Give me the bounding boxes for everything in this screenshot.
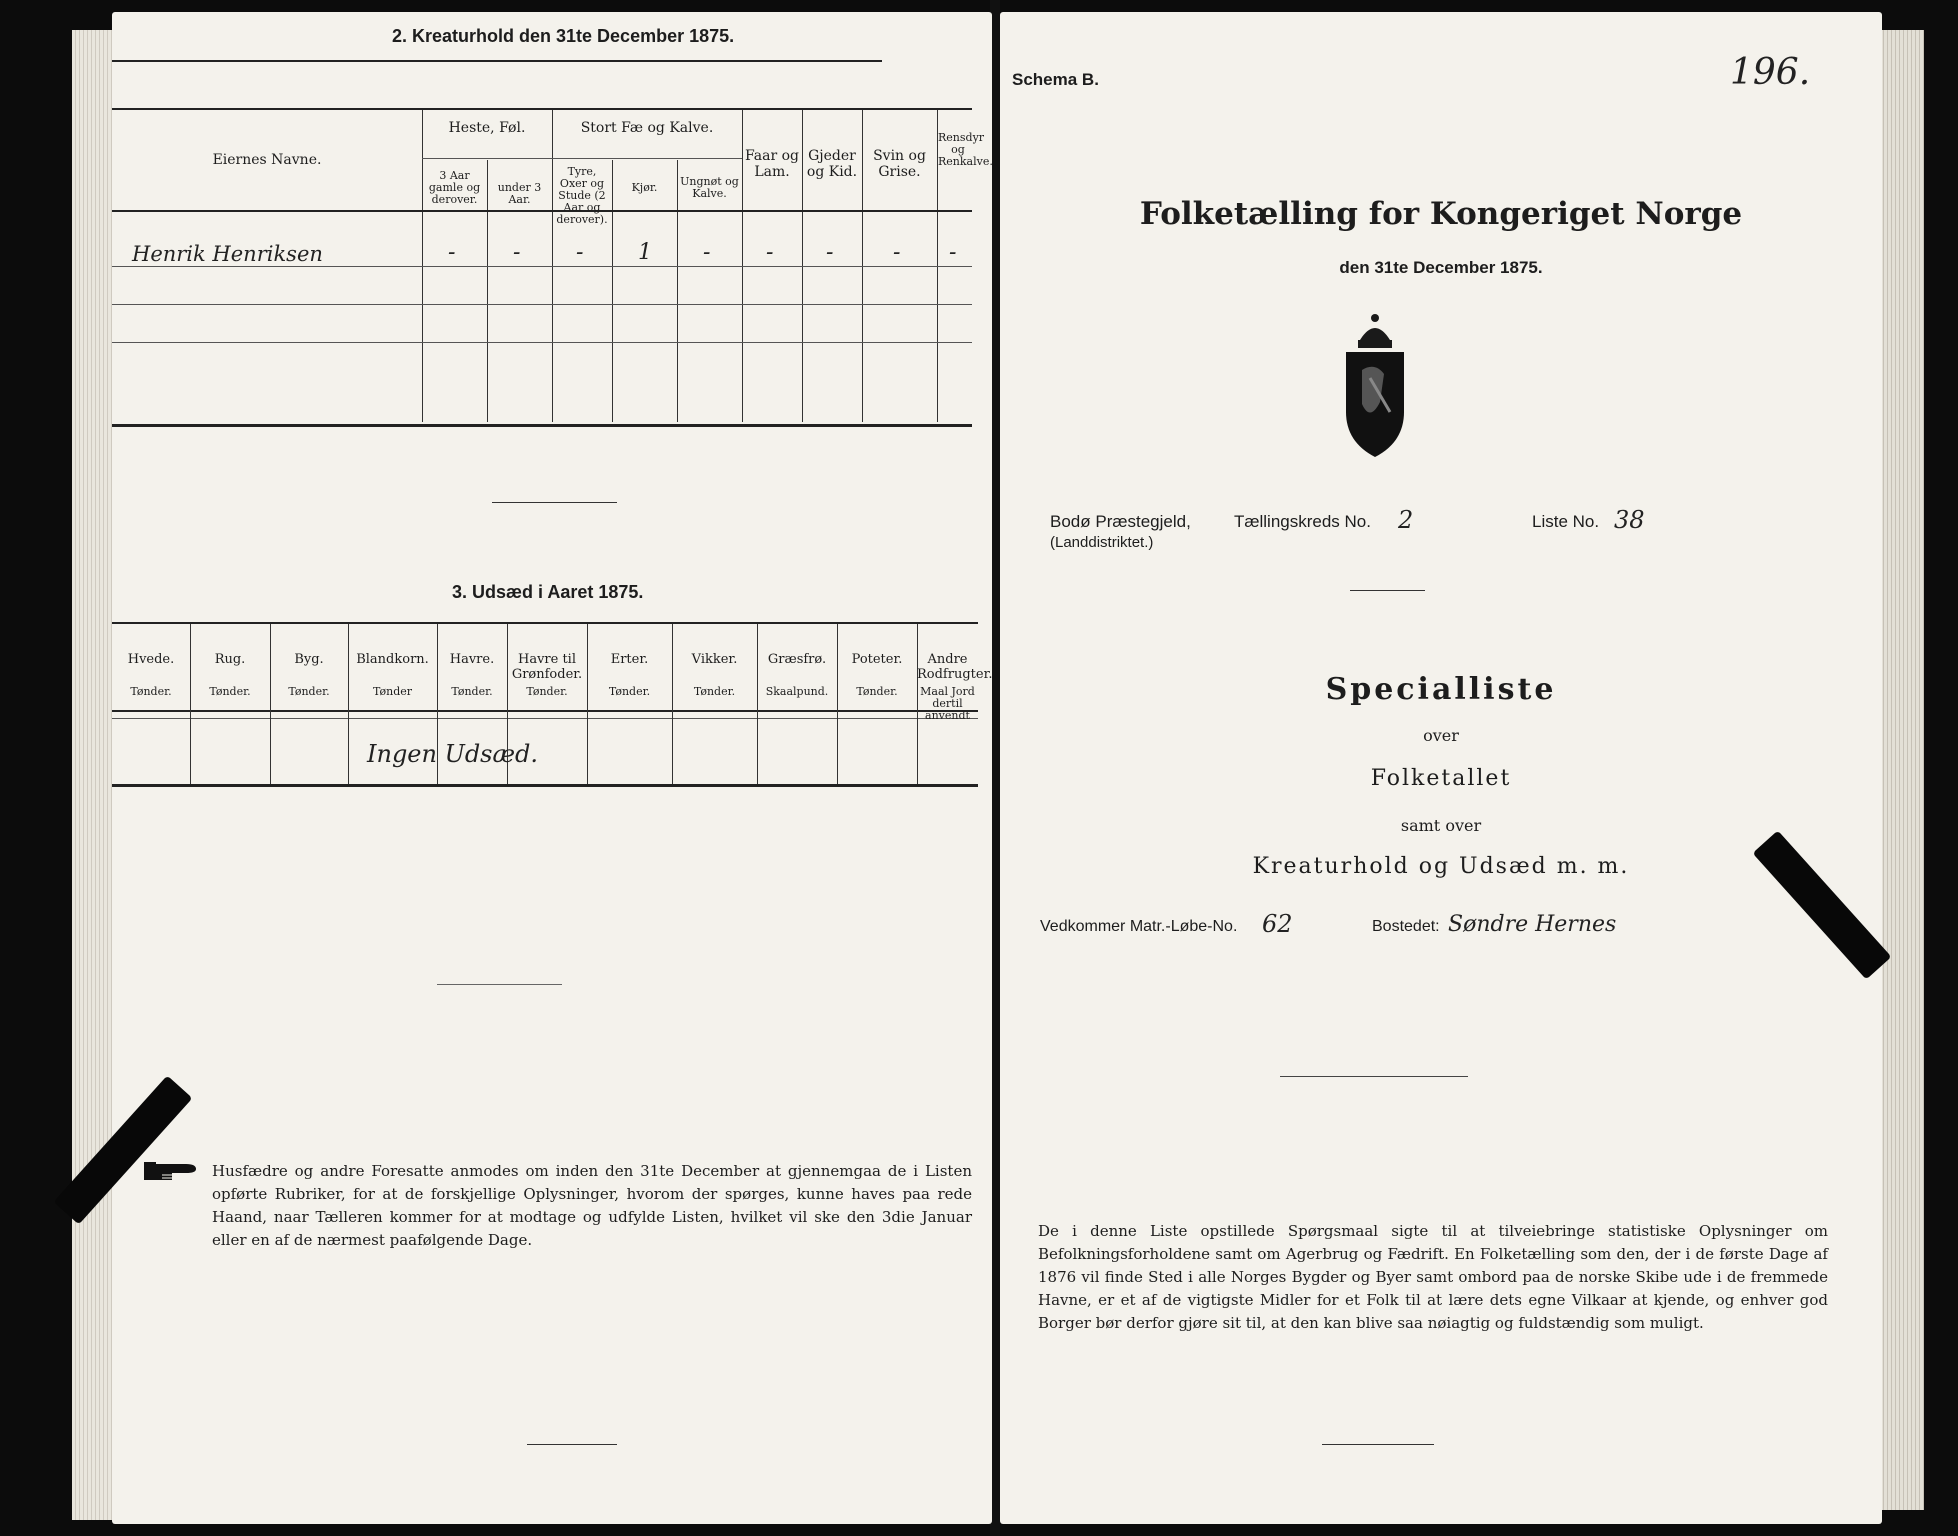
section3-title: 3. Udsæd i Aaret 1875. (452, 582, 644, 602)
livestock-value-cell: - (448, 240, 456, 265)
seed-column-name: Poteter. (851, 652, 903, 667)
seed-column-unit: Tønder. (608, 685, 651, 698)
seed-column-unit: Tønder. (693, 685, 736, 698)
seed-column-divider (837, 624, 838, 784)
livestock-value-cell: - (576, 240, 584, 265)
cattle-young-header: Ungnøt og Kalve. (680, 175, 739, 200)
list-number: 38 (1614, 506, 1645, 534)
seed-column-name: Byg. (294, 652, 324, 667)
reindeer-header: Rensdyr og Renkalve. (938, 131, 993, 168)
bosted-label: Bostedet: (1372, 918, 1440, 935)
seed-column-name: Rug. (214, 652, 246, 667)
seed-entry: Ingen Udsæd. (367, 740, 539, 768)
goats-header: Gjeder og Kid. (806, 148, 858, 180)
horses-old-header: 3 Aar gamle og derover. (428, 169, 481, 206)
seed-column-unit: Tønder. (209, 685, 251, 698)
notice-text: Husfædre og andre Foresatte anmodes om inden den 31te December at gjennemgaa de i Listen opførte Rubriker, for at de forskjellige Oplysninger, hvorom der spørges, kunne haves paa rede Haand, naar Tælleren kommer for at modtage og udfylde Listen, hvilket vil ske den 3die Januar eller en af de nærmest paafølgende Dage. (212, 1162, 972, 1249)
seed-column-unit: Skaalpund. (765, 685, 829, 698)
sheep-header: Faar og Lam. (745, 148, 799, 180)
bosted-value: Søndre Hernes (1448, 912, 1617, 937)
seed-column-unit: Tønder. (856, 685, 898, 698)
bottom-text: De i denne Liste opstillede Spørgsmaal sigte til at tilveiebringe statistiske Oplysninger om Befolkningsforholdene samt om Agerbrug og Fædrift. En Folketælling som den, der i de første Dage af 1876 vil finde Sted i alle Norges Bygder og Byer samt ombord paa de norske Skibe ude i de fremmede Havne, er et af de vigtigste Midler for et Folk til at lære dets egne Vilkaar at kjende, og enhver god Borger bør derfor gjøre sit til, at den kan blive saa nøiagtig og fuldstændig som muligt. (1038, 1222, 1828, 1332)
horses-young-header: under 3 Aar. (497, 181, 542, 206)
matr-number: 62 (1262, 910, 1293, 938)
right-book-edge (1880, 30, 1924, 1510)
page-number: 196. (1730, 52, 1811, 93)
livestock-value-cell: - (893, 240, 901, 265)
left-book-edge (72, 30, 114, 1520)
seed-column-divider (757, 624, 758, 784)
livestock-value-cell: - (766, 240, 774, 265)
pointing-hand-icon (142, 1156, 200, 1190)
pigs-header: Svin og Grise. (873, 148, 926, 180)
seed-column-divider (587, 624, 588, 784)
cattle-cows-header: Kjør. (631, 181, 658, 194)
section2-top-rule (112, 60, 882, 62)
divider-2 (437, 984, 562, 985)
owner-header: Eiernes Navne. (212, 152, 322, 168)
list-label: Liste No. (1532, 512, 1600, 531)
divider (492, 502, 617, 503)
seed-column-name: Græsfrø. (767, 652, 827, 667)
cattle-bulls-header: Tyre, Oxer og Stude (2 Aar og derover). (556, 165, 608, 226)
owner-name: Henrik Henriksen (132, 242, 323, 266)
divider-right-3 (1322, 1444, 1434, 1445)
seed-column-name: Andre Rodfrugter. (917, 652, 993, 682)
schema-label: Schema B. (1012, 70, 1099, 89)
district-label: Tællingskreds No. (1234, 512, 1371, 531)
section2-title: 2. Kreaturhold den 31te December 1875. (392, 26, 735, 46)
matr-label: Vedkommer Matr.-Løbe-No. (1040, 918, 1238, 935)
right-page (1000, 12, 1882, 1524)
seed-column-name: Blandkorn. (356, 652, 429, 667)
parish-sub: (Landdistriktet.) (1050, 534, 1154, 551)
livestock-value-cell: - (826, 240, 834, 265)
seed-column-unit: Tønder. (130, 685, 172, 698)
seed-column-divider (672, 624, 673, 784)
divider-right (1350, 590, 1425, 591)
over-text: over (1423, 726, 1459, 745)
seed-column-divider (190, 624, 191, 784)
parish-label: Bodø Præstegjeld, (1050, 512, 1191, 531)
samt-over-text: samt over (1400, 816, 1482, 835)
main-title: Folketælling for Kongeriget Norge (1139, 196, 1743, 232)
horses-header: Heste, Føl. (448, 120, 526, 136)
seed-column-unit: Tønder. (288, 685, 330, 698)
specialliste-heading: Specialliste (1325, 672, 1557, 707)
district-number: 2 (1398, 506, 1414, 534)
cattle-header: Stort Fæ og Kalve. (580, 120, 714, 136)
seed-column-name: Vikker. (691, 652, 738, 667)
seed-column-unit: Tønder (373, 685, 412, 698)
divider-3 (527, 1444, 617, 1445)
subtitle-text: Kreaturhold og Udsæd m. m. (1252, 854, 1630, 879)
divider-right-2 (1280, 1076, 1468, 1077)
seed-column-name: Hvede. (127, 652, 175, 667)
livestock-value-cell: 1 (638, 240, 652, 265)
seed-column-unit: Maal Jord dertil anvendt (920, 685, 975, 722)
livestock-value-cell: - (513, 240, 521, 265)
norway-coat-of-arms-icon (1340, 312, 1410, 466)
livestock-value-cell: - (949, 240, 957, 265)
seed-column-divider (348, 624, 349, 784)
seed-column-divider (270, 624, 271, 784)
livestock-value-cell: - (703, 240, 711, 265)
census-date: den 31te December 1875. (1339, 258, 1543, 277)
seed-column-name: Havre til Grønfoder. (511, 652, 583, 682)
left-page (112, 12, 992, 1524)
seed-column-unit: Tønder. (451, 685, 493, 698)
folketallet-text: Folketallet (1370, 766, 1512, 791)
seed-column-name: Havre. (449, 652, 495, 667)
seed-column-name: Erter. (610, 652, 649, 667)
seed-column-unit: Tønder. (526, 685, 568, 698)
